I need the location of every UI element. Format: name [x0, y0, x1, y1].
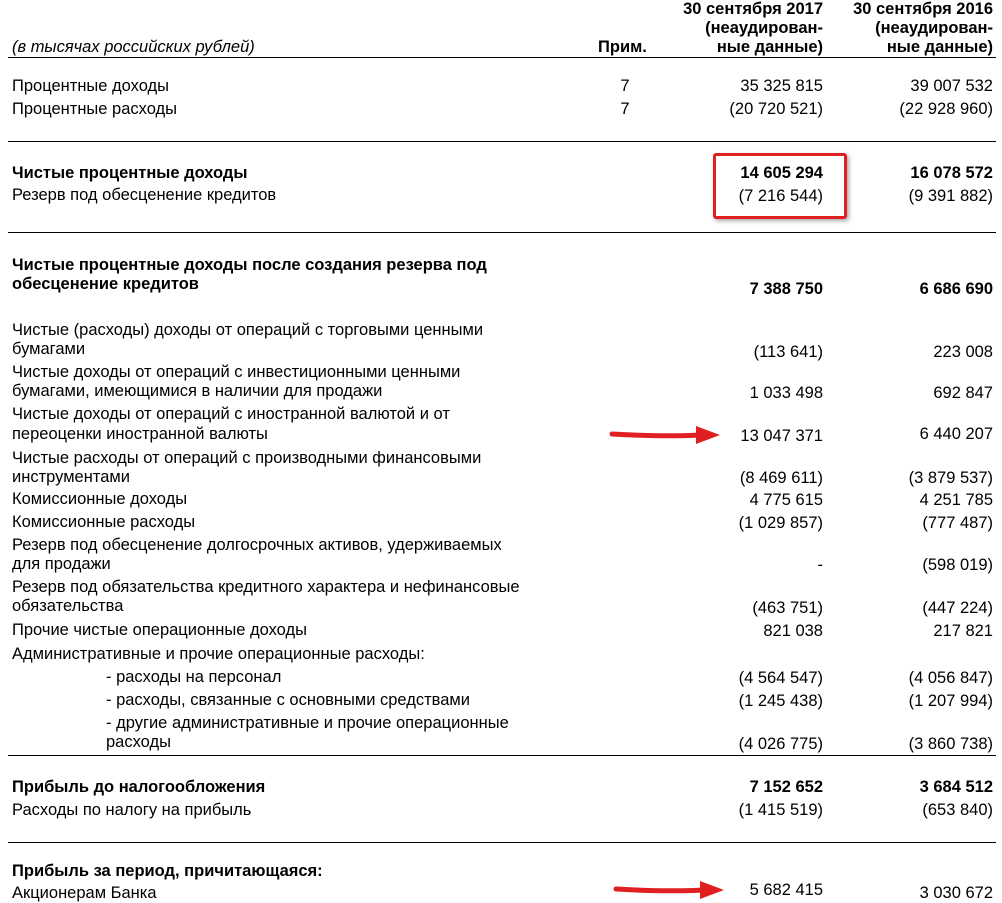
row-label-bank-shareholders: Акционерам Банка	[12, 884, 157, 902]
row-label-interest-expense: Процентные расходы	[12, 100, 178, 118]
row-label-staff-costs: - расходы на персонал	[106, 668, 282, 686]
row-label-other-admin-line2: расходы	[106, 733, 171, 751]
header-divider	[8, 57, 996, 58]
row-label-fee-income: Комиссионные доходы	[12, 490, 188, 508]
column-header-2016-line2: (неаудирован-	[875, 19, 993, 37]
units-note: (в тысячах российских рублей)	[12, 38, 255, 56]
row-value-2017-income-tax: (1 415 519)	[738, 801, 823, 819]
row-value-2017-derivatives: (8 469 611)	[739, 469, 823, 487]
row-value-2017-investment-securities: 1 033 498	[749, 384, 823, 402]
row-value-2016-investment-securities: 692 847	[933, 384, 993, 402]
note-column-header: Прим.	[598, 38, 647, 56]
row-value-2016-fixed-asset-costs: (1 207 994)	[908, 692, 993, 710]
row-label-investment-securities-line2: бумагами, имеющимися в наличии для продажи	[12, 382, 383, 400]
column-header-2016	[853, 0, 993, 57]
row-label-nii-after-provision-line2: обесценение кредитов	[12, 275, 199, 293]
row-value-2016-profit-before-tax: 3 684 512	[919, 778, 993, 796]
row-note-interest-expense: 7	[620, 100, 630, 118]
highlight-box	[713, 153, 847, 219]
row-value-2017-staff-costs: (4 564 547)	[738, 669, 823, 687]
row-value-2016-interest-expense: (22 928 960)	[899, 100, 993, 118]
row-label-trading-securities-line1: Чистые (расходы) доходы от операций с торговыми ценными	[12, 321, 484, 339]
row-label-other-operating-income: Прочие чистые операционные доходы	[12, 621, 307, 639]
row-label-fx-income-line2: переоценки иностранной валюты	[12, 425, 268, 443]
column-header-2017-line1: 30 сентября 2017	[683, 0, 823, 18]
row-value-2016-bank-shareholders: 3 030 672	[919, 884, 993, 902]
row-label-derivatives-line1: Чистые расходы от операций с производными финансовыми	[12, 449, 482, 467]
row-value-2017-trading-securities: (113 641)	[753, 343, 823, 361]
row-value-2016-net-interest-income: 16 078 572	[910, 164, 993, 182]
row-value-2017-fx-income: 13 047 371	[740, 427, 823, 445]
row-value-2016-other-operating-income: 217 821	[933, 622, 993, 640]
row-value-2017-credit-commitments: (463 751)	[752, 599, 823, 617]
row-value-2017-other-operating-income: 821 038	[763, 622, 823, 640]
column-header-2017	[683, 0, 823, 57]
section-divider-3	[8, 755, 996, 756]
row-value-2016-trading-securities: 223 008	[933, 343, 993, 361]
row-value-2017-interest-expense: (20 720 521)	[729, 100, 823, 118]
column-header-2016-line1: 30 сентября 2016	[853, 0, 993, 18]
row-label-investment-securities-line1: Чистые доходы от операций с инвестиционными ценными	[12, 363, 461, 381]
row-value-2017-interest-income: 35 325 815	[740, 77, 823, 95]
row-label-profit-before-tax: Прибыль до налогообложения	[12, 778, 266, 796]
row-value-2017-net-interest-income: 14 605 294	[740, 164, 823, 182]
column-header-2017-line2: (неаудирован-	[705, 19, 823, 37]
row-value-2017-nii-after-provision: 7 388 750	[749, 280, 823, 298]
row-value-2016-other-admin: (3 860 738)	[908, 735, 993, 753]
row-label-fx-income-line1: Чистые доходы от операций с иностранной валютой и от	[12, 405, 450, 423]
row-label-other-admin-line1: - другие административные и прочие операционные	[106, 714, 509, 732]
row-value-2017-fee-income: 4 775 615	[749, 491, 823, 509]
row-value-2016-staff-costs: (4 056 847)	[908, 669, 993, 687]
row-value-2016-credit-commitments: (447 224)	[922, 599, 993, 617]
section-divider-2	[8, 232, 996, 233]
row-value-2017-profit-before-tax: 7 152 652	[749, 778, 823, 796]
row-label-held-for-sale-line2: для продажи	[12, 555, 111, 573]
row-label-income-tax: Расходы по налогу на прибыль	[12, 801, 252, 819]
row-value-2017-fixed-asset-costs: (1 245 438)	[738, 692, 823, 710]
row-value-2017-fee-expense: (1 029 857)	[738, 514, 823, 532]
red-arrow-icon-fx	[608, 425, 728, 445]
row-value-2016-fee-expense: (777 487)	[922, 514, 993, 532]
row-value-2016-income-tax: (653 840)	[922, 801, 993, 819]
column-header-2017-line3: ные данные)	[716, 38, 823, 56]
row-label-credit-commitments-line2: обязательства	[12, 597, 124, 615]
row-value-2016-fee-income: 4 251 785	[919, 491, 993, 509]
row-label-profit-attributable: Прибыль за период, причитающаяся:	[12, 862, 323, 880]
row-value-2017-held-for-sale: -	[817, 556, 823, 574]
row-value-2016-derivatives: (3 879 537)	[908, 469, 993, 487]
column-header-2016-line3: ные данные)	[886, 38, 993, 56]
row-label-interest-income: Процентные доходы	[12, 77, 170, 95]
row-label-derivatives-line2: инструментами	[12, 468, 130, 486]
row-value-2016-nii-after-provision: 6 686 690	[919, 280, 993, 298]
row-value-2016-held-for-sale: (598 019)	[922, 556, 993, 574]
row-label-admin-expenses: Административные и прочие операционные расходы:	[12, 645, 425, 663]
row-value-2017-bank-shareholders: 5 682 415	[749, 881, 823, 899]
row-value-2016-fx-income: 6 440 207	[919, 425, 993, 443]
row-note-interest-income: 7	[620, 77, 630, 95]
red-arrow-icon-shareholders	[612, 880, 732, 900]
row-label-trading-securities-line2: бумагами	[12, 340, 86, 358]
row-label-credit-commitments-line1: Резерв под обязательства кредитного характера и нефинансовые	[12, 578, 520, 596]
row-label-held-for-sale-line1: Резерв под обесценение долгосрочных активов, удерживаемых	[12, 536, 502, 554]
row-label-net-interest-income: Чистые процентные доходы	[12, 164, 248, 182]
row-label-fixed-asset-costs: - расходы, связанные с основными средствами	[106, 691, 470, 709]
row-label-credit-loss-provision: Резерв под обесценение кредитов	[12, 186, 277, 204]
row-value-2016-interest-income: 39 007 532	[910, 77, 993, 95]
section-divider-1	[8, 141, 996, 142]
row-value-2016-credit-loss-provision: (9 391 882)	[908, 187, 993, 205]
row-label-nii-after-provision-line1: Чистые процентные доходы после создания резерва под	[12, 256, 487, 274]
row-value-2017-credit-loss-provision: (7 216 544)	[738, 187, 823, 205]
section-divider-4	[8, 842, 996, 843]
row-label-fee-expense: Комиссионные расходы	[12, 513, 196, 531]
row-value-2017-other-admin: (4 026 775)	[738, 735, 823, 753]
